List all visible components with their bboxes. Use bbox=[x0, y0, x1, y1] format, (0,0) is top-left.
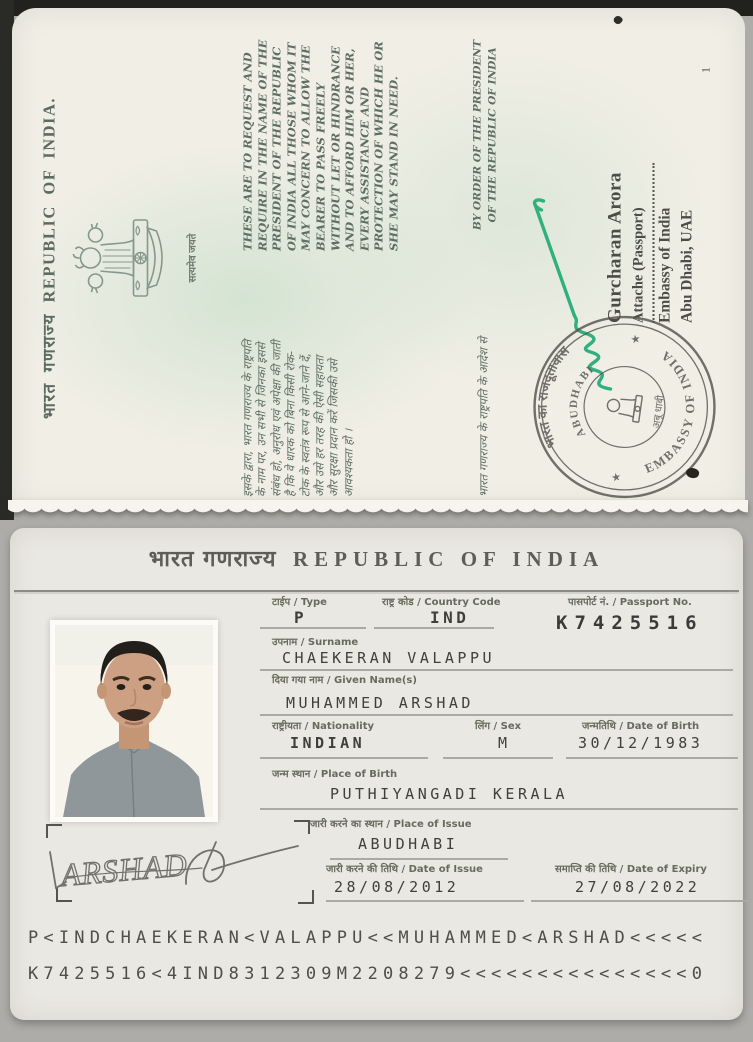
signatory-org: Embassy of India bbox=[656, 207, 673, 323]
doe-label: समाप्ति की तिथि / Date of Expiry bbox=[555, 864, 707, 875]
passport-data-page bbox=[10, 528, 743, 1020]
stamp-star-left: ★ bbox=[609, 471, 623, 484]
en-line: WITHOUT LET OR HINDRANCE bbox=[327, 46, 342, 251]
by-order-hindi: भारत गणराज्य के राष्ट्रपति के आदेश से bbox=[476, 336, 490, 497]
doe-value: 27/08/2022 bbox=[575, 878, 701, 896]
by-order-en-line1: BY ORDER OF THE PRESIDENT bbox=[471, 39, 483, 231]
embassy-round-stamp bbox=[516, 299, 733, 516]
signatory-place: Abu Dhabi, UAE bbox=[678, 209, 695, 323]
hi-line: और सुरक्षा प्रदान करें जिसकी उसे bbox=[326, 359, 341, 497]
signatory-name: Gurcharan Arora bbox=[604, 172, 625, 323]
page-number: 1 bbox=[698, 67, 712, 73]
stamp-text-city: ABUDHABI bbox=[567, 363, 597, 440]
title-hindi: भारत गणराज्य bbox=[148, 547, 277, 572]
type-value: P bbox=[294, 608, 308, 627]
passport-no-value: K7425516 bbox=[556, 612, 704, 634]
stamp-city-hindi: अबू धाबी bbox=[650, 394, 667, 430]
holder-photo bbox=[50, 620, 218, 822]
hi-line: के नाम पर, उन सभी से जिनका इससे bbox=[254, 342, 269, 497]
dob-value: 30/12/1983 bbox=[578, 734, 704, 752]
nationality-value: INDIAN bbox=[290, 734, 366, 752]
surname-label: उपनाम / Surname bbox=[272, 637, 359, 648]
hi-line: टोक के स्वतंत्र रूप से आने-जाने दें, bbox=[297, 353, 312, 497]
stamp-center-emblem-icon bbox=[605, 392, 642, 423]
en-line: REQUIRE IN THE NAME OF THE bbox=[254, 39, 269, 251]
hi-line: आवश्यकता हो । bbox=[340, 428, 355, 497]
en-line: AND TO AFFORD HIM OR HER, bbox=[342, 48, 357, 251]
country-code-value: IND bbox=[430, 608, 470, 627]
field-underline bbox=[326, 900, 524, 902]
en-line: THESE ARE TO REQUEST AND bbox=[240, 52, 254, 251]
stamp-text-hindi: भारत का राजदूतावास bbox=[533, 343, 572, 451]
field-underline bbox=[566, 757, 738, 759]
doi-value: 28/08/2012 bbox=[334, 878, 460, 896]
field-underline bbox=[374, 627, 494, 629]
request-text-english bbox=[240, 11, 401, 251]
svg-text:ABUDHABI bbox=[563, 361, 598, 441]
field-underline bbox=[260, 627, 366, 629]
title-english: REPUBLIC OF INDIA bbox=[292, 547, 605, 571]
sex-value: M bbox=[498, 734, 511, 752]
stamp-text-embassy: EMBASSY OF INDIA bbox=[642, 347, 697, 476]
holder-photo-image bbox=[55, 625, 213, 817]
surname-value: CHAEKERAN VALAPPU bbox=[282, 649, 496, 667]
mrz-line-2: K7425516<4IND8312309M2208279<<<<<<<<<<<<<<<0 bbox=[28, 964, 708, 984]
signatory-block bbox=[604, 43, 696, 323]
signatory-title: Attache (Passport) bbox=[630, 207, 646, 323]
passport-request-page bbox=[12, 8, 745, 508]
field-underline bbox=[260, 669, 733, 671]
hi-line: संबंध हो, अनुरोध एवं अपेक्षा की जाती bbox=[268, 340, 283, 497]
header-rule bbox=[14, 590, 739, 592]
en-line: OF INDIA ALL THOSE WHOM IT bbox=[283, 42, 298, 251]
given-name-value: MUHAMMED ARSHAD bbox=[286, 694, 474, 712]
en-line: MAY CONCERN TO ALLOW THE bbox=[298, 45, 313, 251]
pob-label: जन्म स्थान / Place of Birth bbox=[272, 769, 398, 780]
request-text-hindi bbox=[240, 249, 355, 497]
field-underline bbox=[531, 900, 749, 902]
en-line: PRESIDENT OF THE REPUBLIC bbox=[269, 46, 284, 251]
field-underline bbox=[260, 757, 428, 759]
pob-value: PUTHIYANGADI KERALA bbox=[330, 785, 569, 803]
hi-line: इसके द्वारा, भारत गणराज्य के राष्ट्रपति bbox=[240, 339, 254, 497]
en-line: PROTECTION OF WHICH HE OR bbox=[371, 41, 386, 251]
data-page-title bbox=[10, 543, 743, 573]
nationality-label: राष्ट्रीयता / Nationality bbox=[272, 721, 375, 732]
dob-label: जन्मतिथि / Date of Birth bbox=[582, 721, 700, 732]
ashoka-emblem-icon bbox=[70, 198, 182, 318]
poi-label: जारी करने का स्थान / Place of Issue bbox=[310, 819, 472, 830]
perforation-edge bbox=[8, 500, 748, 524]
hi-line: है कि वे धारक को बिना किसी रोक- bbox=[283, 350, 298, 497]
page1-title: भारत गणराज्य REPUBLIC OF INDIA. bbox=[39, 96, 58, 420]
signature-dotted-line bbox=[652, 163, 654, 323]
poi-value: ABUDHABI bbox=[358, 835, 459, 853]
by-order-english bbox=[470, 27, 500, 243]
field-underline bbox=[260, 808, 738, 810]
en-line: EVERY ASSISTANCE AND bbox=[356, 87, 371, 251]
sex-label: लिंग / Sex bbox=[475, 721, 522, 732]
rotated-page-content bbox=[12, 5, 745, 511]
field-underline bbox=[260, 714, 733, 716]
satyameva-jayate-motto: सत्यमेव जयते bbox=[187, 233, 198, 283]
holder-signature-text: ARSHAD bbox=[59, 846, 189, 893]
holder-signature-ink bbox=[36, 826, 308, 910]
en-line: SHE MAY STAND IN NEED. bbox=[385, 76, 400, 251]
en-line: BEARER TO PASS FREELY bbox=[312, 82, 327, 251]
hi-line: और उसे हर तरह की ऐसी सहायता bbox=[312, 355, 327, 497]
country-code-label: राष्ट्र कोड / Country Code bbox=[382, 597, 501, 608]
stamp-star-right: ★ bbox=[628, 333, 643, 346]
field-underline bbox=[330, 858, 508, 860]
given-name-label: दिया गया नाम / Given Name(s) bbox=[272, 675, 417, 686]
by-order-en-line2: OF THE REPUBLIC OF INDIA bbox=[486, 47, 498, 223]
type-label: टाईप / Type bbox=[272, 597, 327, 608]
mrz-line-1: P<INDCHAEKERAN<VALAPPU<<MUHAMMED<ARSHAD<<<<< bbox=[28, 928, 708, 948]
field-underline bbox=[443, 757, 553, 759]
doi-label: जारी करने की तिथि / Date of Issue bbox=[326, 864, 483, 875]
passport-no-label: पासपोर्ट नं. / Passport No. bbox=[568, 597, 692, 608]
